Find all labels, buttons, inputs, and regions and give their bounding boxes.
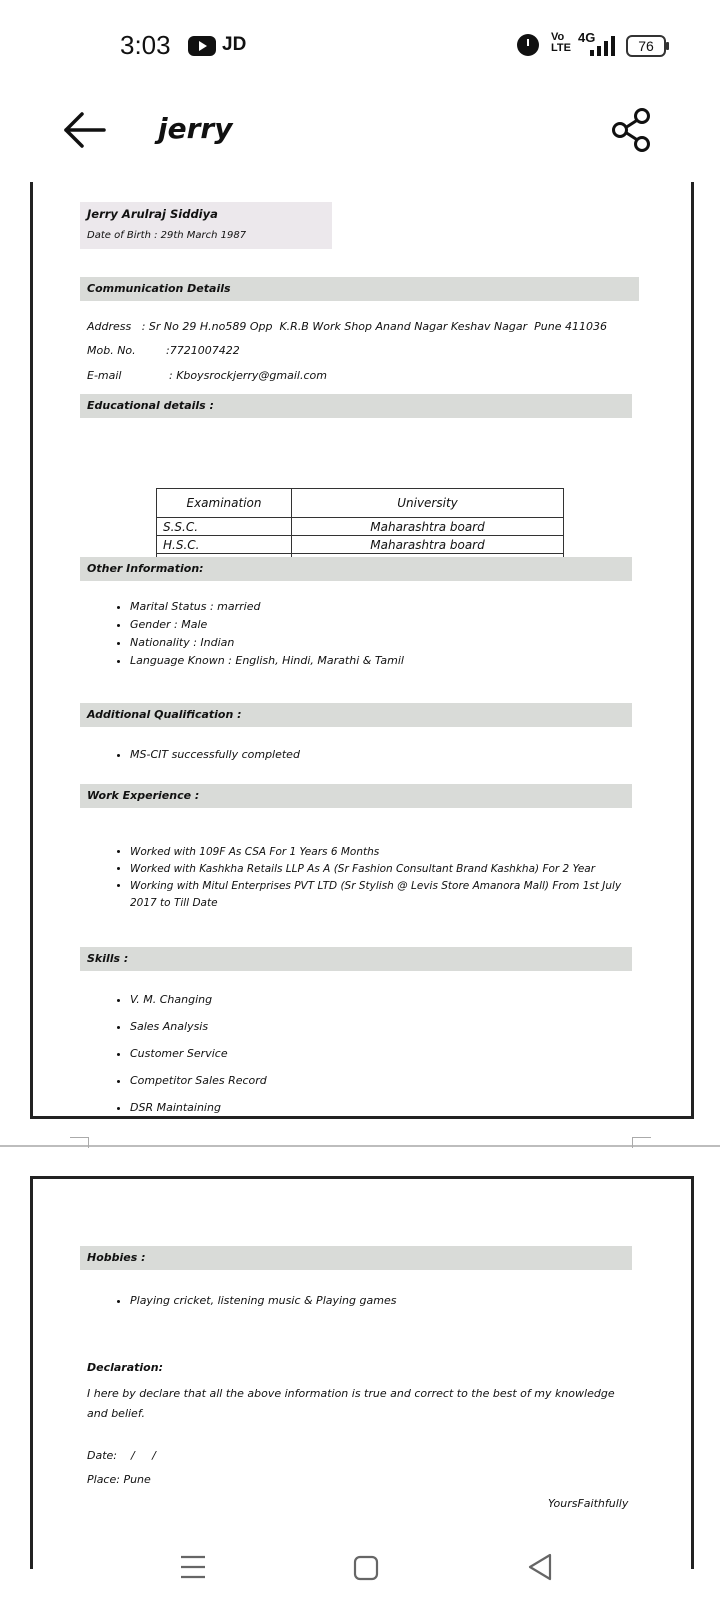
list-item: • DSR Maintaining — [130, 1098, 630, 1117]
battery-indicator: 76 — [626, 35, 666, 57]
table-cell: Maharashtra board — [292, 536, 564, 554]
section-other: Other Information: — [80, 557, 632, 581]
resume-page-2 — [30, 1176, 694, 1569]
list-item: • Competitor Sales Record — [130, 1071, 630, 1090]
table-cell: Maharashtra board — [292, 518, 564, 536]
candidate-name: Jerry Arulraj Siddiya — [87, 207, 218, 221]
volte-indicator — [551, 32, 571, 54]
list-item: • MS-CIT successfully completed — [130, 748, 630, 761]
crop-mark — [632, 1137, 651, 1148]
table-row — [157, 518, 564, 536]
list-item: • Customer Service — [130, 1044, 630, 1063]
document-title: jerry — [158, 112, 233, 145]
skills-list — [110, 990, 630, 1125]
section-hobbies: Hobbies : — [80, 1246, 632, 1270]
table-row — [157, 536, 564, 554]
name-block — [80, 202, 332, 249]
crop-mark — [70, 1137, 89, 1148]
square-home-icon — [352, 1554, 380, 1582]
email-value: : Kboysrockjerry@gmail.com — [169, 369, 327, 382]
list-item: • Working with Mitul Enterprises PVT LTD (Sr Stylish @ Levis Store Amanora Mall) From 1st July 2017 to Till Date — [130, 878, 630, 912]
declaration-text: I here by declare that all the above information is true and correct to the best of my knowledge and belief. — [87, 1387, 615, 1420]
back-button[interactable] — [60, 110, 110, 150]
list-item: • Nationality : Indian — [130, 636, 630, 650]
recent-apps-button[interactable] — [178, 1554, 208, 1580]
section-additional: Additional Qualification : — [80, 703, 632, 727]
list-item: • Sales Analysis — [130, 1017, 630, 1036]
table-cell: H.S.C. — [157, 536, 292, 554]
signal-icon — [590, 36, 616, 56]
list-item: • Language Known : English, Hindi, Marathi & Tamil — [130, 654, 630, 668]
youtube-icon — [188, 36, 216, 56]
list-item: • V. M. Changing — [130, 990, 630, 1009]
home-button[interactable] — [352, 1554, 380, 1582]
date-of-birth: Date of Birth : 29th March 1987 — [87, 230, 247, 241]
work-list — [110, 844, 630, 912]
table-cell: S.S.C. — [157, 518, 292, 536]
triangle-back-icon — [526, 1552, 554, 1582]
list-item: • Playing cricket, listening music & Playing games — [130, 1294, 630, 1307]
declaration-title: Declaration: — [87, 1361, 163, 1374]
table-header-row — [157, 489, 564, 518]
sign-off: YoursFaithfully — [548, 1497, 629, 1510]
date-line: Date: / / — [87, 1449, 156, 1462]
app-indicator: JD — [222, 34, 247, 55]
other-info-list — [110, 600, 630, 672]
share-button[interactable] — [608, 106, 656, 154]
volte-bottom: LTE — [551, 42, 571, 54]
network-type: 4G — [578, 30, 596, 45]
list-item: • Worked with Kashkha Retails LLP As A (Sr Fashion Consultant Brand Kashkha) For 2 Year — [130, 861, 630, 878]
mobile-label: Mob. No. — [87, 344, 136, 357]
section-skills: Skills : — [80, 947, 632, 971]
system-back-button[interactable] — [526, 1552, 554, 1582]
status-time: 3:03 — [120, 30, 171, 60]
share-icon — [608, 106, 656, 154]
email-label: E-mail — [87, 369, 122, 382]
menu-icon — [178, 1554, 208, 1580]
page-separator — [0, 1145, 720, 1147]
list-item: • Gender : Male — [130, 618, 630, 632]
volte-top: Vo — [551, 31, 565, 43]
resume-page-1 — [30, 182, 694, 1119]
list-item: • Marital Status : married — [130, 600, 630, 614]
section-educational: Educational details : — [80, 394, 632, 418]
alarm-icon — [517, 34, 539, 56]
section-work: Work Experience : — [80, 784, 632, 808]
table-header: University — [292, 489, 564, 518]
list-item: • Worked with 109F As CSA For 1 Years 6 Months — [130, 844, 630, 861]
hobbies-list — [110, 1294, 630, 1311]
table-header: Examination — [157, 489, 292, 518]
section-communication: Communication Details — [80, 277, 639, 301]
arrow-left-icon — [60, 110, 110, 150]
address-line: Address : Sr No 29 H.no589 Opp K.R.B Work Shop Anand Nagar Keshav Nagar Pune 411036 — [87, 320, 607, 333]
additional-list — [110, 748, 630, 765]
place-line: Place: Pune — [87, 1473, 151, 1486]
mobile-value: :7721007422 — [166, 344, 240, 357]
